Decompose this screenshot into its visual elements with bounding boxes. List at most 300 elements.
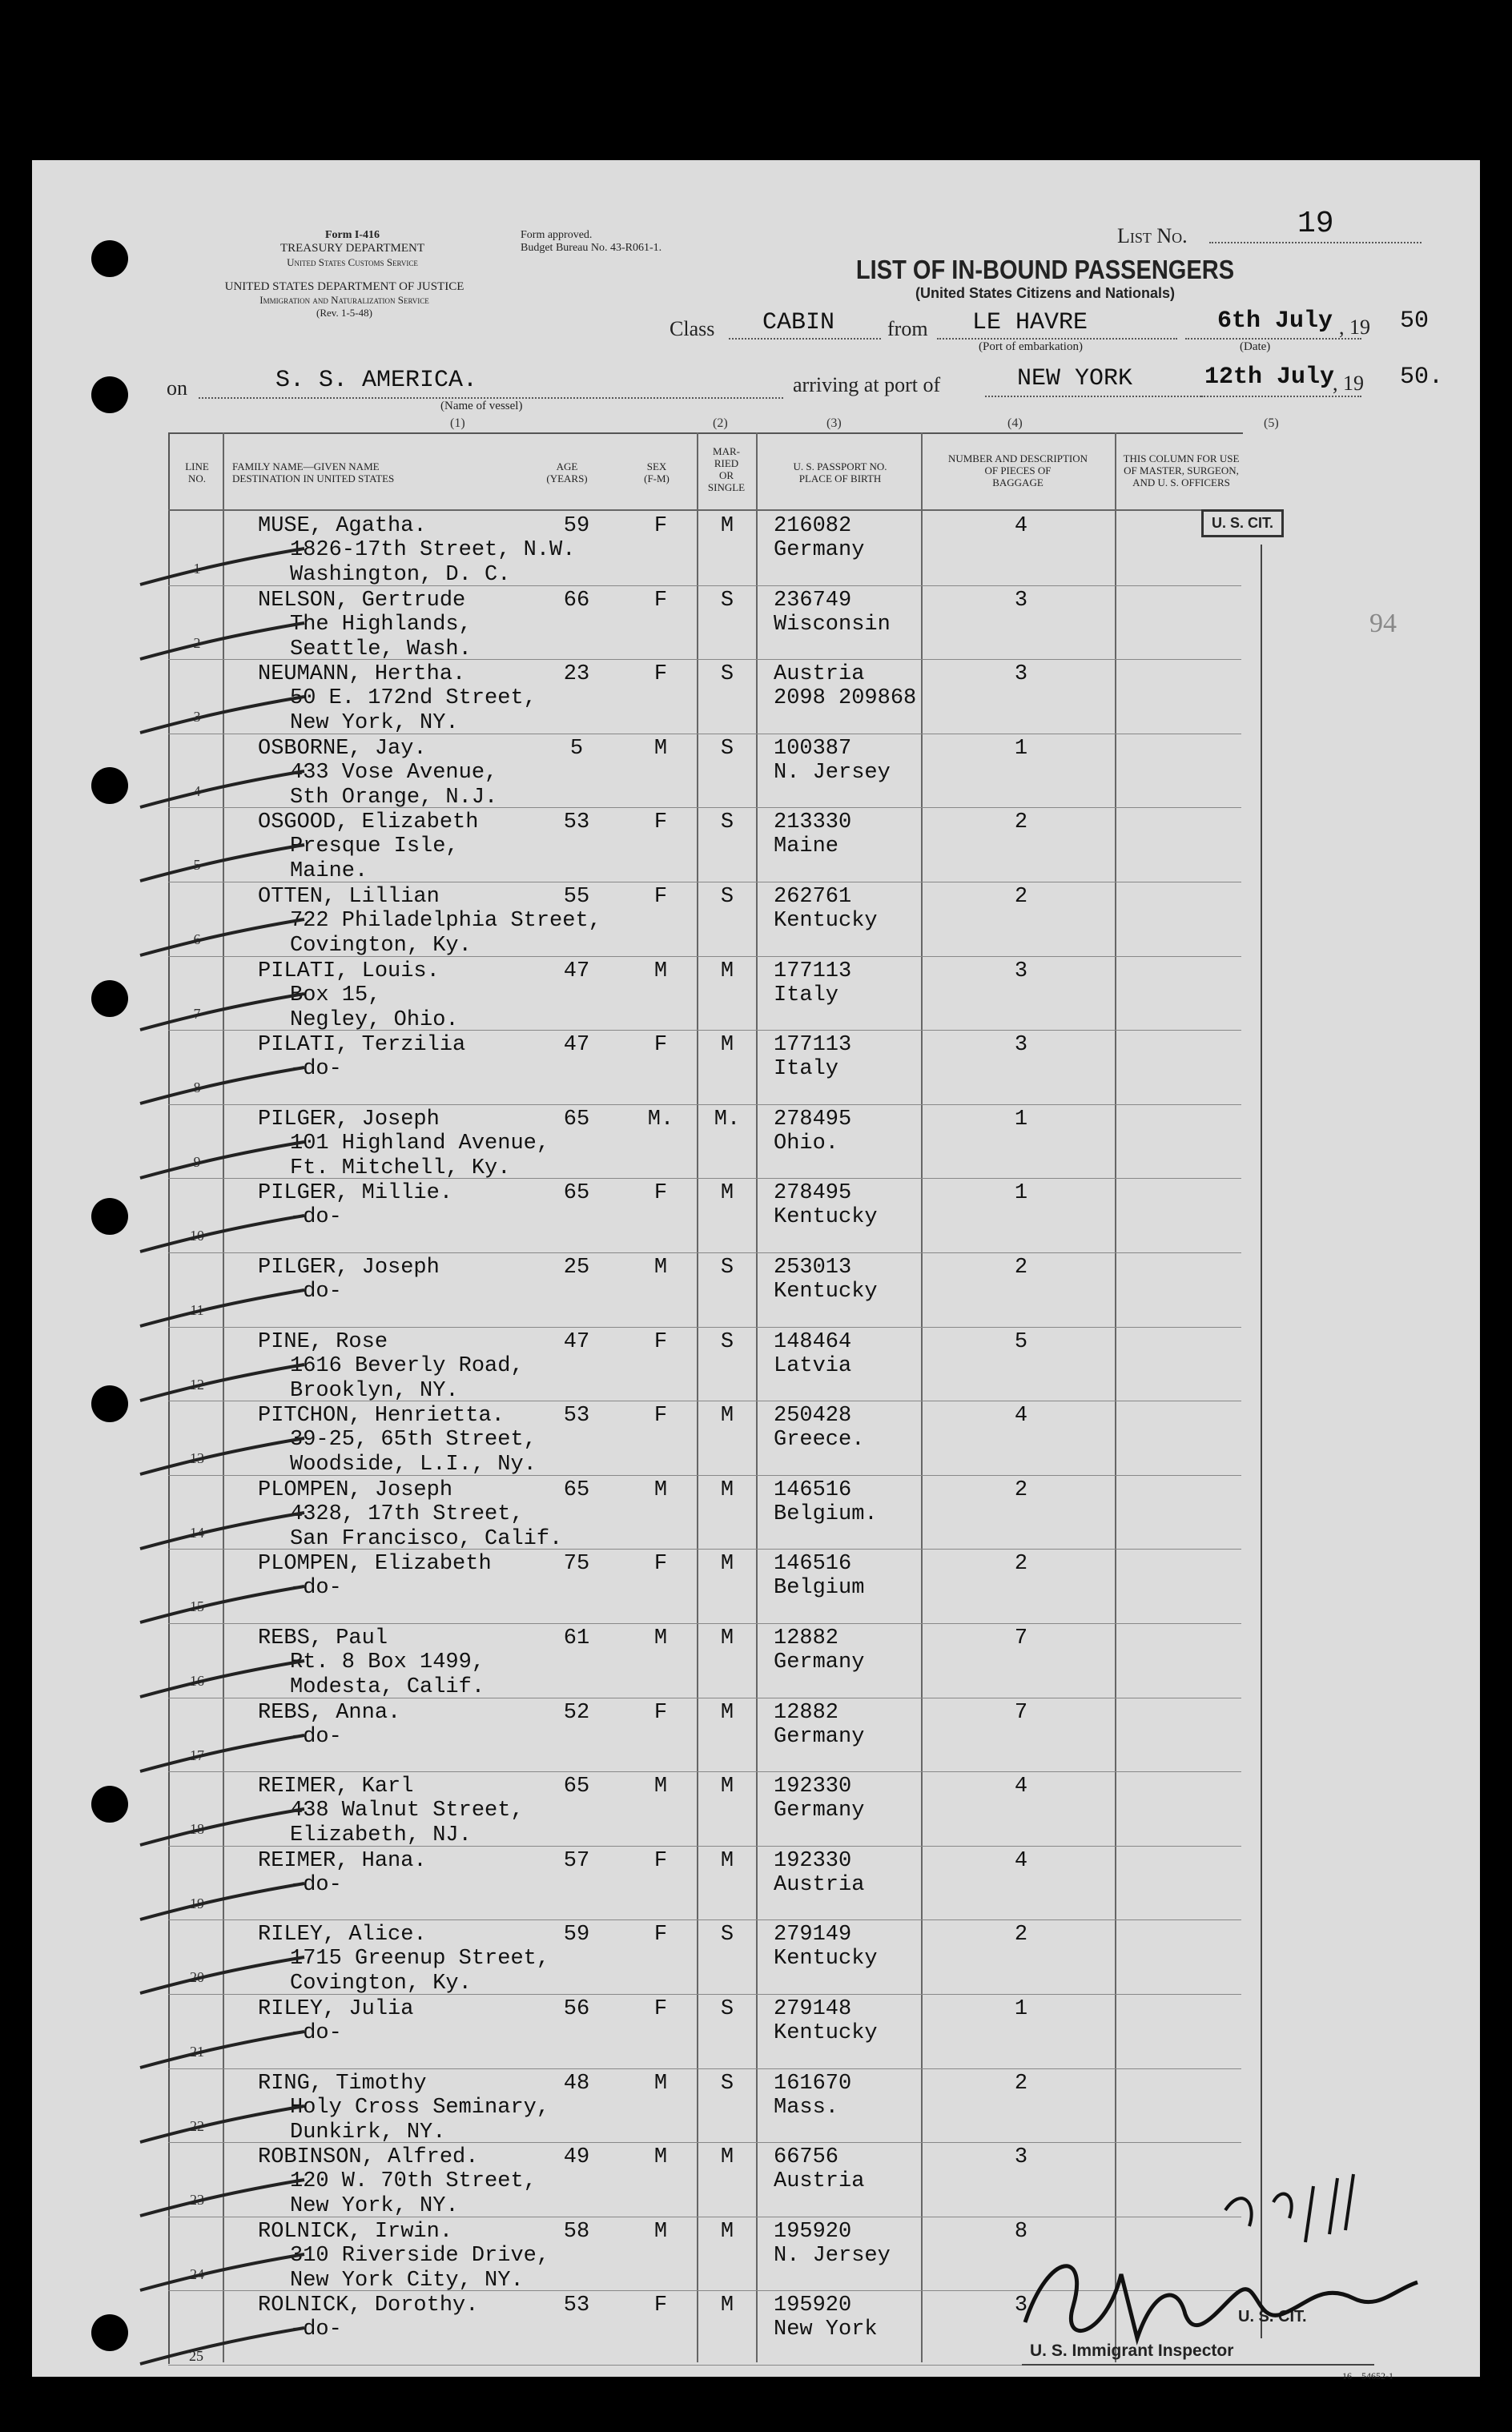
embark-year: 50 [1400,308,1430,335]
passenger-name: OSBORNE, Jay. [258,736,427,761]
passenger-age: 49 [563,2145,590,2170]
passenger-destination: Box 15, Negley, Ohio. [290,983,459,1032]
margin-note: 94 [1369,609,1397,638]
baggage-count: 3 [1014,2145,1028,2170]
passenger-destination: Rt. 8 Box 1499, Modesta, Calif. [290,1650,485,1699]
check-mark-icon [136,693,312,741]
passport-number: 278495 [774,1181,852,1206]
passenger-sex: F [653,588,668,613]
row-rule [168,2068,1241,2069]
check-mark-icon [136,619,312,667]
check-mark-icon [136,2250,312,2298]
passenger-name: MUSE, Agatha. [258,514,427,538]
colnum-4: (4) [1007,416,1023,430]
row-rule [168,1252,1241,1253]
passport-number: 161670 [774,2071,852,2096]
revision: (Rev. 1-5-48) [316,307,372,319]
on-label: on [167,376,187,400]
passport-number: 213330 [774,810,852,835]
passenger-sex: F [653,1923,668,1948]
punch-hole [91,1786,128,1823]
punch-hole [91,1385,128,1422]
check-mark-icon [136,1953,312,2001]
passenger-name: NELSON, Gertrude [258,588,466,613]
passenger-destination: 120 W. 70th Street, New York, NY. [290,2169,537,2219]
check-mark-icon [136,1434,312,1482]
marital-status: S [720,810,734,835]
passenger-sex: F [653,1404,668,1429]
passenger-name: RING, Timothy [258,2071,427,2096]
passenger-sex: F [653,1997,668,2021]
place-of-birth: Germany [774,1650,865,1674]
treasury-dept: TREASURY DEPARTMENT [279,242,425,255]
passenger-sex: M [653,1775,668,1799]
baggage-count: 3 [1014,588,1028,613]
passenger-destination: 1616 Beverly Road, Brooklyn, NY. [290,1353,524,1403]
passenger-destination: The Highlands, Seattle, Wash. [290,612,472,661]
place-of-birth: Kentucky [774,2021,878,2045]
place-of-birth: Kentucky [774,909,878,933]
marital-status: M [720,2145,734,2170]
embark-caption: (Port of embarkation) [979,340,1083,353]
passenger-age: 56 [563,1997,590,2021]
marital-status: M [720,1775,734,1799]
arrival-date: 12th July [1204,364,1335,391]
form-approved: Form approved. [521,229,593,241]
passenger-age: 5 [569,736,584,761]
passenger-name: PILATI, Louis. [258,959,440,983]
passenger-name: REBS, Anna. [258,1700,401,1725]
marital-status: S [720,1923,734,1948]
passenger-name: OSGOOD, Elizabeth [258,810,479,835]
passenger-name: PILATI, Terzilia [258,1033,466,1058]
marital-status: M [720,1404,734,1429]
passenger-name: PITCHON, Henrietta. [258,1404,505,1429]
passenger-name: PLOMPEN, Elizabeth [258,1552,492,1577]
place-of-birth: Germany [774,1799,865,1823]
line-number: 22 [190,2117,204,2134]
line-number: 8 [193,1079,201,1096]
place-of-birth: Germany [774,1724,865,1749]
place-of-birth: Mass. [774,2095,839,2120]
inspector-line [1022,2364,1374,2366]
baggage-count: 1 [1014,1181,1028,1206]
passport-number: 177113 [774,959,852,983]
row-rule [168,1771,1241,1772]
passenger-age: 61 [563,1626,590,1650]
place-of-birth: Kentucky [774,1205,878,1230]
vessel-caption: (Name of vessel) [440,400,523,412]
passenger-age: 66 [563,588,590,613]
arrival-date-line [1201,396,1361,397]
port-of-embarkation: LE HAVRE [972,309,1088,336]
marital-status: M [720,1848,734,1873]
passenger-destination: 4328, 17th Street, San Francisco, Calif. [290,1501,563,1551]
passenger-destination: -do- [290,1205,342,1230]
passenger-destination: 722 Philadelphia Street, Covington, Ky. [290,909,601,958]
passenger-destination: 433 Vose Avenue, Sth Orange, N.J. [290,760,498,810]
passport-number: 66756 [774,2145,839,2170]
passenger-name: REBS, Paul [258,1626,388,1650]
passenger-sex: F [653,1700,668,1725]
line-number: 20 [190,1969,204,1986]
passenger-name: ROLNICK, Dorothy. [258,2293,479,2318]
colnum-5: (5) [1264,416,1279,430]
form-number: Form I-416 [324,229,380,241]
line-number: 18 [190,1821,204,1838]
marital-status: S [720,662,734,687]
colnum-3: (3) [826,416,842,430]
passenger-sex: F [653,514,668,538]
check-mark-icon [136,1361,312,1409]
passenger-name: PILGER, Joseph [258,1107,440,1132]
place-of-birth: Italy [774,1057,839,1082]
arrival-year: 50. [1400,364,1444,391]
baggage-count: 3 [1014,1033,1028,1058]
check-mark-icon [136,545,312,593]
line-number: 17 [190,1747,204,1763]
check-mark-icon [136,2028,312,2076]
header-age: AGE (YEARS) [546,460,588,484]
baggage-count: 7 [1014,1626,1028,1650]
marital-status: S [720,736,734,761]
ins-title: Immigration and Naturalization Service [259,294,429,306]
passenger-sex: F [653,1552,668,1577]
marital-status: S [720,1329,734,1354]
passenger-name: REIMER, Karl [258,1775,414,1799]
passenger-age: 59 [563,514,590,538]
place-of-birth: Austria [774,1872,865,1897]
class-value: CABIN [762,309,835,336]
passenger-destination: Holy Cross Seminary, Dunkirk, NY. [290,2095,550,2145]
baggage-count: 2 [1014,2071,1028,2096]
punch-hole [91,767,128,804]
header-line-no: LINE NO. [185,460,209,484]
passenger-sex: F [653,810,668,835]
baggage-count: 2 [1014,885,1028,909]
header-sex: SEX (F-M) [644,460,670,484]
arriving-label: arriving at port of [793,373,941,396]
passenger-sex: M [653,2219,668,2244]
marital-status: M [720,1033,734,1058]
punch-hole [91,2314,128,2351]
passenger-destination: -do- [290,1872,342,1897]
line-number: 13 [190,1450,204,1467]
row-rule [168,1919,1241,1920]
embark-year-prefix: , 19 [1339,316,1370,339]
line-number: 21 [190,2044,204,2060]
punch-hole [91,240,128,277]
inspector-signature [1017,2154,1434,2362]
passenger-sex: M [653,1626,668,1650]
baggage-count: 2 [1014,1552,1028,1577]
marital-status: M [720,1700,734,1725]
baggage-count: 1 [1014,736,1028,761]
passport-number: 278495 [774,1107,852,1132]
line-number: 9 [193,1153,201,1170]
baggage-count: 2 [1014,810,1028,835]
place-of-birth: N. Jersey [774,2243,891,2268]
passport-number: 177113 [774,1033,852,1058]
passport-number: 12882 [774,1626,839,1650]
passenger-age: 53 [563,1404,590,1429]
passport-number: 146516 [774,1477,852,1502]
passenger-age: 53 [563,2293,590,2318]
last-line-number: 25 [189,2348,203,2364]
passenger-destination: 101 Highland Avenue, Ft. Mitchell, Ky. [290,1131,550,1180]
passport-number: 192330 [774,1848,852,1873]
row-rule [168,1104,1241,1105]
check-mark-icon [136,1582,312,1630]
passport-number: 236749 [774,588,852,613]
passenger-age: 47 [563,1329,590,1354]
baggage-count: 2 [1014,1256,1028,1280]
marital-status: M [720,1477,734,1502]
line-number: 23 [190,2192,204,2209]
check-mark-icon [136,767,312,815]
passenger-destination: -do- [290,1724,342,1749]
passenger-sex: M [653,736,668,761]
line-number: 4 [193,782,201,799]
passenger-age: 53 [563,810,590,835]
passport-number: 279148 [774,1997,852,2021]
passenger-sex: F [653,1848,668,1873]
check-mark-icon [136,1286,312,1334]
col-divider [921,432,923,2362]
class-line [729,338,881,340]
class-label: Class [670,317,715,340]
passenger-age: 65 [563,1181,590,1206]
place-of-birth: Kentucky [774,1280,878,1304]
passenger-destination: -do- [290,1057,342,1082]
passenger-name: REIMER, Hana. [258,1848,427,1873]
marital-status: S [720,885,734,909]
check-mark-icon [136,1805,312,1853]
punch-hole [91,1198,128,1235]
passenger-age: 55 [563,885,590,909]
passenger-age: 57 [563,1848,590,1873]
budget-bureau: Budget Bureau No. 43-R061-1. [521,242,662,254]
passenger-name: PILGER, Millie. [258,1181,453,1206]
passenger-age: 25 [563,1256,590,1280]
vessel-line [199,397,783,399]
baggage-count: 4 [1014,1404,1028,1429]
passenger-age: 65 [563,1477,590,1502]
passport-number: 100387 [774,736,852,761]
date-caption: (Date) [1240,340,1271,353]
row-rule [168,1623,1241,1624]
passenger-name: PINE, Rose [258,1329,388,1354]
punch-hole [91,980,128,1017]
place-of-birth: Greece. [774,1428,865,1453]
from-label: from [887,317,928,340]
line-number: 24 [190,2265,204,2282]
inspector-caption: U. S. Immigrant Inspector [1030,2342,1234,2360]
passenger-sex: M [653,2071,668,2096]
baggage-count: 4 [1014,1775,1028,1799]
col-divider [756,432,758,2362]
passport-number: 216082 [774,514,852,538]
passenger-name: PLOMPEN, Joseph [258,1477,453,1502]
passenger-age: 48 [563,2071,590,2096]
punch-hole [91,376,128,413]
passenger-sex: F [653,662,668,687]
embark-date: 6th July [1217,308,1333,335]
line-number: 1 [193,561,201,577]
colnum-2: (2) [713,416,728,430]
check-mark-icon [136,915,312,963]
arrival-year-prefix: , 19 [1333,372,1364,395]
header-baggage: NUMBER AND DESCRIPTION OF PIECES OF BAGGAGE [947,452,1088,488]
passenger-sex: M [653,1477,668,1502]
passenger-age: 52 [563,1700,590,1725]
passenger-name: OTTEN, Lillian [258,885,440,909]
place-of-birth: Germany [774,538,865,562]
print-code: 16—54652-1 [1342,2370,1393,2382]
passenger-destination: 438 Walnut Street, Elizabeth, NJ. [290,1799,524,1848]
passport-number: 192330 [774,1775,852,1799]
place-of-birth: Austria [774,2169,865,2194]
check-mark-icon [136,841,312,889]
check-mark-icon [136,1063,312,1111]
passenger-destination: 39-25, 65th Street, Woodside, L.I., Ny. [290,1428,537,1477]
passenger-sex: F [653,2293,668,2318]
line-number: 14 [190,1524,204,1541]
place-of-birth: N. Jersey [774,760,891,785]
line-number: 19 [190,1895,204,1911]
line-number: 15 [190,1598,204,1615]
place-of-birth: 2098 209868 [774,686,917,711]
list-no-label: List No. [1117,224,1188,247]
passenger-sex: F [653,1033,668,1058]
marital-status: S [720,588,734,613]
header-officers: THIS COLUMN FOR USE OF MASTER, SURGEON, AND U. S. OFFICERS [1123,452,1240,488]
baggage-count: 4 [1014,1848,1028,1873]
baggage-count: 8 [1014,2219,1028,2244]
line-number: 10 [190,1228,204,1244]
passenger-age: 75 [563,1552,590,1577]
date-line [1185,338,1361,340]
line-number: 3 [193,709,201,726]
line-number: 11 [190,1302,204,1318]
baggage-count: 1 [1014,1997,1028,2021]
check-mark-icon [136,1138,312,1186]
passenger-sex: F [653,1329,668,1354]
place-of-birth: Italy [774,983,839,1007]
passenger-destination: -do- [290,2021,342,2045]
marital-status: M [720,514,734,538]
col-divider [1115,432,1116,2362]
passenger-age: 23 [563,662,590,687]
passenger-age: 47 [563,1033,590,1058]
header-bottom-rule [168,509,1241,511]
passenger-destination: -do- [290,1576,342,1601]
check-mark-icon [136,2102,312,2150]
passport-number: 195920 [774,2293,852,2318]
check-mark-icon [136,1731,312,1779]
passport-number: 262761 [774,885,852,909]
passport-number: 146516 [774,1552,852,1577]
place-of-birth: Wisconsin [774,612,891,637]
passenger-sex: M. [647,1107,674,1132]
officer-vertical-rule [1261,545,1262,2338]
marital-status: M [720,1552,734,1577]
passport-number: 148464 [774,1329,852,1354]
baggage-count: 4 [1014,514,1028,538]
passenger-destination: 1826-17th Street, N.W. Washington, D. C. [290,538,576,587]
page-subtitle: (United States Citizens and Nationals) [915,285,1176,301]
passport-number: 253013 [774,1256,852,1280]
header-name: FAMILY NAME—GIVEN NAME DESTINATION IN UNITED STATES [232,460,395,484]
passenger-age: 47 [563,959,590,983]
passenger-destination: 1715 Greenup Street, Covington, Ky. [290,1947,550,1996]
marital-status: M [720,959,734,983]
customs-service: United States Customs Service [287,256,418,268]
passenger-sex: M [653,2145,668,2170]
header-passport: U. S. PASSPORT NO. PLACE OF BIRTH [793,460,887,484]
passenger-destination: -do- [290,2317,342,2342]
passport-number: 279149 [774,1923,852,1948]
baggage-count: 7 [1014,1700,1028,1725]
us-citizen-stamp: U. S. CIT. [1201,509,1284,537]
bottom-citizen-stamp: U. S. CIT. [1238,2308,1307,2325]
check-mark-icon [136,1879,312,1928]
place-of-birth: Latvia [774,1353,852,1378]
place-of-birth: Belgium. [774,1501,878,1526]
line-number: 7 [193,1005,201,1022]
arrival-line [985,396,1201,397]
passenger-sex: M [653,959,668,983]
baggage-count: 2 [1014,1923,1028,1948]
arrival-port: NEW YORK [1017,365,1133,392]
passport-number: 195920 [774,2219,852,2244]
baggage-count: 3 [1014,662,1028,687]
passenger-name: ROBINSON, Alfred. [258,2145,479,2170]
place-of-birth: Maine [774,834,839,859]
passport-number: 250428 [774,1404,852,1429]
marital-status: M [720,1181,734,1206]
passenger-sex: F [653,1181,668,1206]
doj-title: UNITED STATES DEPARTMENT OF JUSTICE [224,280,464,293]
colnum-1: (1) [450,416,465,430]
passport-number: 12882 [774,1700,839,1725]
place-of-birth: Belgium [774,1576,865,1601]
page-title: LIST OF IN-BOUND PASSENGERS [855,255,1235,284]
baggage-count: 1 [1014,1107,1028,1132]
check-mark-icon [136,1509,312,1557]
line-number: 2 [193,634,201,651]
passenger-name: PILGER, Joseph [258,1256,440,1280]
marital-status: M [720,2293,734,2318]
header-married: MAR- RIED OR SINGLE [707,445,746,493]
passenger-age: 65 [563,1107,590,1132]
row-rule [168,1327,1241,1328]
vessel-name: S. S. AMERICA. [275,367,478,394]
passenger-sex: F [653,885,668,909]
check-mark-icon [136,2176,312,2224]
passenger-sex: M [653,1256,668,1280]
passenger-name: RILEY, Julia [258,1997,414,2021]
check-mark-icon [136,2324,312,2372]
marital-status: S [720,1256,734,1280]
baggage-count: 2 [1014,1477,1028,1502]
marital-status: M. [714,1107,741,1132]
line-number: 6 [193,931,201,947]
place-of-birth: Ohio. [774,1131,839,1156]
passenger-name: NEUMANN, Hertha. [258,662,466,687]
line-number: 5 [193,857,201,874]
passenger-name: RILEY, Alice. [258,1923,427,1948]
